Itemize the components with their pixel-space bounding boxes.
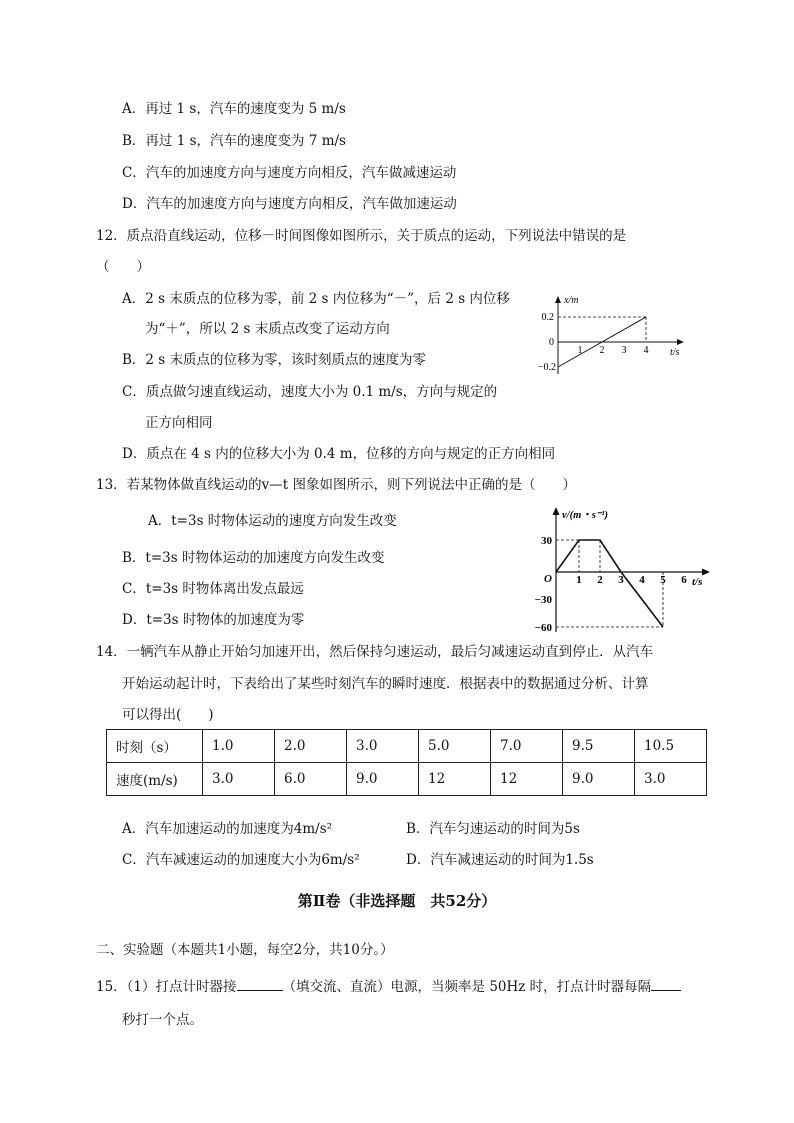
q12-y-axis-label: x/m: [564, 295, 579, 306]
q12-x-tick-1: 1: [577, 345, 583, 356]
q15-text-a: 15．（1）打点计时器接: [96, 979, 237, 995]
q11-option-b: B．再过 1 s，汽车的速度变为 7 m/s: [122, 133, 346, 149]
table-cell: 1.0: [203, 730, 275, 763]
q15-text-b: （填交流、直流）电源，当频率是 50Hz 时，打点计时器每隔: [282, 979, 652, 995]
q13-option-b: B．t=3s 时物体运动的加速度方向发生改变: [122, 550, 385, 566]
table-cell: 9.0: [347, 763, 419, 796]
q14-data-table: [106, 729, 707, 796]
table-row: [107, 763, 707, 796]
q12-x-tick-2: 2: [599, 345, 605, 356]
q14-option-b: B．汽车匀速运动的时间为5s: [406, 821, 580, 837]
table-row-header: 速度(m/s): [107, 763, 203, 796]
table-cell: 7.0: [491, 730, 563, 763]
q13-y-tick-minus30: −30: [534, 594, 552, 606]
q13-x-tick-1: 1: [576, 574, 582, 586]
q13-vt-graph: [522, 502, 718, 638]
q12-x-tick-3: 3: [621, 345, 627, 356]
q13-stem: 13．若某物体做直线运动的v—t 图象如图所示，则下列说法中正确的是（ ）: [96, 477, 577, 493]
q13-x-tick-4: 4: [639, 574, 645, 586]
table-cell: 3.0: [203, 763, 275, 796]
q13-y-tick-30: 30: [541, 535, 552, 547]
q15-blank-1[interactable]: [237, 976, 283, 991]
table-cell: 12: [491, 763, 563, 796]
q13-origin-label: O: [544, 573, 552, 585]
q15-line2: 秒打一个点。: [122, 1012, 203, 1028]
q13-option-a: A．t=3s 时物体运动的速度方向发生改变: [148, 513, 397, 529]
q13-x-axis-label: t/s: [692, 576, 703, 588]
q12-option-c-line2: 正方向相同: [145, 415, 213, 431]
q12-option-a-line1: A．2 s 末质点的位移为零，前 2 s 内位移为“－”，后 2 s 内位移: [122, 291, 510, 307]
q12-x-axis-label: t/s: [670, 347, 680, 358]
q13-x-tick-2: 2: [597, 574, 603, 586]
table-cell: 12: [419, 763, 491, 796]
table-cell: 3.0: [635, 763, 707, 796]
section-heading: 二、实验题（本题共1小题，每空2分，共10分。）: [96, 942, 394, 958]
q14-stem-line1: 14．一辆汽车从静止开始匀加速开出，然后保持匀速运动，最后匀减速运动直到停止．从汽车: [96, 644, 654, 660]
q13-y-axis-label: v/(m・s⁻¹): [562, 510, 609, 521]
q13-option-d: D．t=3s 时物体的加速度为零: [122, 612, 305, 628]
q13-x-tick-3: 3: [618, 574, 624, 586]
table-cell: 3.0: [347, 730, 419, 763]
part2-title: 第Ⅱ卷（非选择题 共52分）: [297, 892, 497, 910]
q15-line1: [96, 976, 681, 996]
table-cell: 2.0: [275, 730, 347, 763]
q12-paren: （ ）: [96, 259, 150, 275]
q12-option-c-line1: C．质点做匀速直线运动，速度大小为 0.1 m/s，方向与规定的: [122, 384, 498, 400]
q12-option-a-line2: 为“＋”，所以 2 s 末质点改变了运动方向: [145, 321, 390, 337]
q12-stem: 12．质点沿直线运动，位移－时间图像如图所示，关于质点的运动，下列说法中错误的是: [96, 228, 627, 244]
table-row: [107, 730, 707, 763]
table-cell: 6.0: [275, 763, 347, 796]
q12-y-tick-zero: 0: [549, 337, 554, 348]
q14-option-d: D．汽车减速运动的时间为1.5s: [406, 852, 594, 868]
table-cell: 5.0: [419, 730, 491, 763]
q14-stem-line2: 开始运动起计时，下表给出了某些时刻汽车的瞬时速度．根据表中的数据通过分析、计算: [122, 676, 649, 692]
q13-x-tick-5: 5: [660, 574, 666, 586]
q15-blank-2[interactable]: [651, 976, 681, 991]
q12-xt-graph: [528, 290, 698, 380]
q14-stem-line3: 可以得出( ): [122, 707, 214, 723]
table-row-header: 时刻（s）: [107, 730, 203, 763]
table-cell: 9.0: [563, 763, 635, 796]
q12-option-d: D．质点在 4 s 内的位移大小为 0.4 m，位移的方向与规定的正方向相同: [122, 446, 556, 462]
q12-y-tick-top: 0.2: [541, 312, 554, 323]
table-cell: 10.5: [635, 730, 707, 763]
q13-x-tick-6: 6: [681, 574, 687, 586]
q11-option-d: D．汽车的加速度方向与速度方向相反，汽车做加速运动: [122, 196, 457, 212]
q11-option-a: A．再过 1 s，汽车的速度变为 5 m/s: [122, 101, 346, 117]
q14-option-c: C．汽车减速运动的加速度大小为6m/s²: [122, 852, 360, 868]
q13-y-tick-minus60: −60: [534, 622, 552, 634]
q11-option-c: C．汽车的加速度方向与速度方向相反，汽车做减速运动: [122, 165, 457, 181]
q12-x-tick-4: 4: [643, 345, 649, 356]
q13-option-c: C．t=3s 时物体离出发点最远: [122, 581, 304, 597]
q12-y-tick-bottom: −0.2: [537, 362, 556, 373]
q12-option-b: B．2 s 末质点的位移为零，该时刻质点的速度为零: [122, 352, 427, 368]
table-cell: 9.5: [563, 730, 635, 763]
q14-option-a: A．汽车加速运动的加速度为4m/s²: [122, 821, 333, 837]
